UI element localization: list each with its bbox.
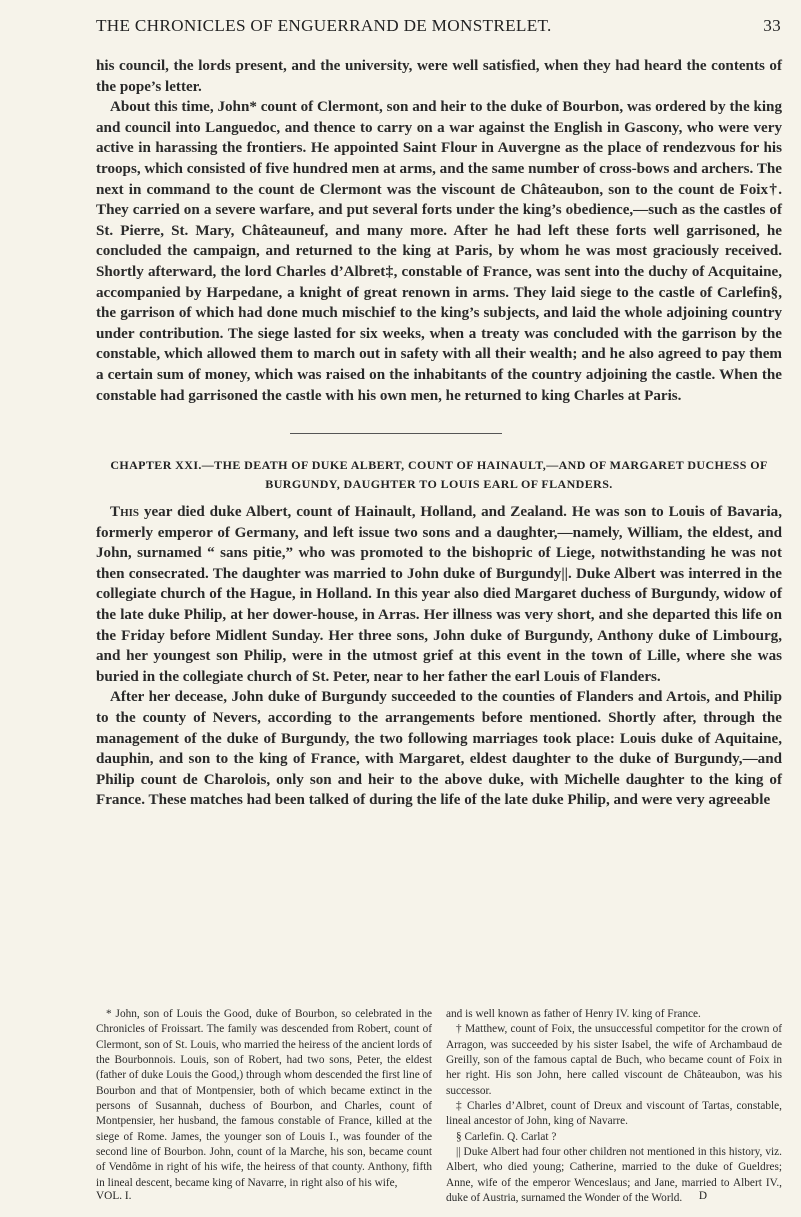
- paragraph: After her decease, John duke of Burgundy succeeded to the counties of Flanders and Artois, and Philip to the county of Nevers, according to the arrangements before mentioned. Shortly after, through the management of the duke of Burgundy, the two following marriages took place: Louis duke of Aquitaine, dauphin, and son to the king of France, with Margaret, eldest daughter to the duke of Burgundy,—and Philip count de Charolois, only son and heir to the above duke, with Michelle daughter to the king of France. These matches had been talked of during the life of the late duke Philip, and were very agreeable: [96, 689, 782, 809]
- footnote: || Duke Albert had four other children not mentioned in this history, viz. Albert, who died young; Catherine, married to the duke of Gueldres; Anne, wife of the emperor Wenceslaus; and Jane, married to Albert IV., duke of Austria, surnamed the Wonder of the World.: [446, 1146, 782, 1205]
- chapter-text: [96, 502, 782, 811]
- page-footer: [96, 1190, 801, 1202]
- footnotes-right-column: [446, 1007, 782, 1206]
- chapter-lead-word: This: [110, 504, 140, 520]
- volume-label: VOL. I.: [96, 1190, 132, 1202]
- main-text: [96, 56, 782, 406]
- paragraph-text: year died duke Albert, count of Hainault, Holland, and Zealand. He was son to Louis of Bavaria, formerly emperor of Germany, and left issue two sons and a daughter,—namely, William, the eldest, and John, surnamed “ sans pitie,” who was promoted to the bishopric of Liege, notwithstanding he was not then consecrated. The daughter was married to John duke of Burgundy||. Duke Albert was interred in the collegiate church of the Hague, in Holland. In this year also died Margaret duchess of Burgundy, widow of the late duke Philip, at her dower-house, in Arras. Her illness was very short, and she departed this life on the Friday before Midlent Sunday. Her three sons, John duke of Burgundy, Anthony duke of Limbourg, and her youngest son Philip, were in the utmost grief at this event in the town of Lille, where she was buried in the collegiate church of St. Peter, near to her father the earl Louis of Flanders.: [96, 504, 782, 685]
- paragraph: his council, the lords present, and the university, were well satisfied, when they had heard the contents of the pope’s letter.: [96, 58, 782, 95]
- paragraph: About this time, John* count of Clermont, son and heir to the duke of Bourbon, was ordered by the king and council into Languedoc, and thence to carry on a war against the English in Gascony, who were very active in harassing the frontiers. He appointed Saint Flour in Auvergne as the place of rendezvous for his troops, which consisted of five hundred men at arms, and the same number of cross-bows and archers. The next in command to the count de Clermont was the viscount de Châteaubon, son to the count de Foix†. They carried on a severe warfare, and put several forts under the king’s obedience,—such as the castles of St. Pierre, St. Mary, Châteauneuf, and many more. After he had left these forts well garrisoned, he concluded the campaign, and returned to the king at Paris, by whom he was most graciously received. Shortly afterward, the lord Charles d’Albret‡, constable of France, was sent into the duchy of Acquitaine, accompanied by Harpedane, a knight of great renown in arms. They laid siege to the castle of Carlefin§, the garrison of which had done much mischief to the king’s subjects, and laid the whole adjoining country under contribution. The siege lasted for six weeks, when a treaty was concluded with the garrison by the constable, which allowed them to march out in safety with all their wealth; and he also agreed to pay them a certain sum of money, which was raised on the inhabitants of the country adjoining the castle. When the constable had garrisoned the castle with his own men, he returned to king Charles at Paris.: [96, 99, 782, 404]
- footnote: and is well known as father of Henry IV. king of France.: [446, 1008, 701, 1020]
- section-divider: [290, 433, 502, 434]
- running-head: [96, 16, 781, 36]
- footnotes-left-column: [96, 1007, 432, 1206]
- footnote: † Matthew, count of Foix, the unsuccessful competitor for the crown of Arragon, was succeeded by his sister Isabel, the wife of Archambaud de Greilly, son of the famous captal de Buch, who became count of Foix in her right. His son John, here called viscount de Châteaubon, was his successor.: [446, 1023, 782, 1097]
- running-head-title: THE CHRONICLES OF ENGUERRAND DE MONSTRELET.: [96, 16, 552, 35]
- footnotes: [96, 1007, 782, 1206]
- signature-mark: D: [698, 1190, 707, 1202]
- page-number: 33: [763, 16, 781, 35]
- paragraph: [96, 502, 782, 687]
- chapter-heading: CHAPTER XXI.—THE DEATH OF DUKE ALBERT, COUNT OF HAINAULT,—AND OF MARGARET DUCHESS OF BURGUNDY, DAUGHTER TO LOUIS EARL OF FLANDERS.: [110, 458, 768, 491]
- footnote: ‡ Charles d’Albret, count of Dreux and viscount of Tartas, constable, lineal ancestor of John, king of Navarre.: [446, 1100, 782, 1128]
- footnote: * John, son of Louis the Good, duke of Bourbon, so celebrated in the Chronicles of Froissart. The family was descended from Robert, count of Clermont, son of St. Louis, who married the heiress of the ancient lords of the Bourbonnois. Louis, son of Robert, had two sons, Peter, the eldest (father of duke Louis the Good,) through whom descended the first line of Bourbon and that of Montpensier, both of which became extinct in the persons of Susannah, duchess of Bourbon, and Charles, count of Montpensier, her husband, the famous constable of France, killed at the siege of Rome. James, the younger son of Louis I., was founder of the second line of Bourbon. John, count of la Marche, his son, became count of Vendôme in right of his wife, the heiress of that county. Anthony, fifth in lineal descent, became king of Navarre, in right also of his wife,: [96, 1008, 432, 1189]
- footnote: § Carlefin. Q. Carlat ?: [456, 1130, 557, 1143]
